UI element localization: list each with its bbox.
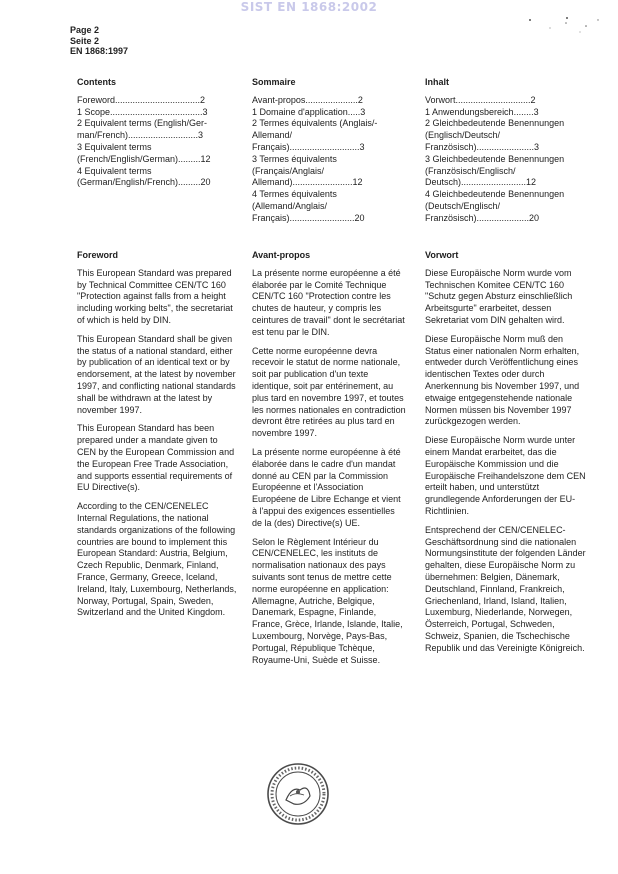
foreword-french-title: Avant-propos	[252, 250, 311, 260]
toc-line: (French/English/German).........12	[77, 153, 211, 164]
toc-line: 4 Termes équivalents	[252, 189, 337, 200]
paragraph: Diese Europäische Norm muß den Status einer nationalen Norm erhalten, entweder durch Veröffentlichung eines identischen Textes oder durch Anerkennung bis November 1997, und etwaige entgegenstehende nationale Normen müssen bis November 1997 zurückgezogen werden.	[425, 333, 580, 427]
foreword-german-title: Vorwort	[425, 250, 459, 260]
toc-line: Französisch).....................20	[425, 212, 540, 223]
toc-line: 3 Gleichbedeutende Benennungen	[425, 153, 565, 164]
toc-line: Foreword..................................2	[77, 94, 206, 105]
toc-german-title: Inhalt	[425, 77, 449, 87]
toc-german	[425, 77, 590, 225]
toc-line: Français)..........................20	[252, 212, 365, 223]
toc-line: 1 Domaine d'application.....3	[252, 106, 366, 117]
scan-specks	[520, 8, 610, 38]
toc-line: 4 Equivalent terms	[77, 165, 152, 176]
paragraph: This European Standard has been prepared under a mandate given to CEN by the European Commission and the European Free Trade Association, and supports essential requirements of EU Directive(s).	[77, 423, 235, 493]
toc-line: man/French)............................3	[77, 130, 204, 141]
toc-line: 1 Scope.....................................3	[77, 106, 208, 117]
page-number-en: Page 2	[70, 25, 100, 35]
paragraph: La présente norme européenne a été élaborée par le Comité Technique CEN/TC 160 "Protection contre les chutes de hauteur, y compris les ceintures de travail" dont le secrétariat est tenu par le DIN.	[252, 267, 405, 337]
toc-english-title: Contents	[77, 77, 116, 87]
toc-line: (Französisch/Englisch/	[425, 165, 516, 176]
toc-english	[77, 77, 237, 189]
toc-line: 4 Gleichbedeutende Benennungen	[425, 189, 565, 200]
toc-line: 2 Termes équivalents (Anglais/-	[252, 118, 378, 129]
toc-line: 3 Termes équivalents	[252, 153, 337, 164]
toc-line: 3 Equivalent terms	[77, 141, 152, 152]
toc-french	[252, 77, 407, 225]
toc-line: (Englisch/Deutsch/	[425, 130, 501, 141]
toc-line: Allemand/	[252, 130, 293, 141]
standard-number: EN 1868:1997	[70, 46, 129, 56]
paragraph: This European Standard was prepared by Technical Committee CEN/TC 160 "Protection against falls from a height including working belts", the secretariat of which is held by DIN.	[77, 267, 233, 325]
toc-line: 2 Gleichbedeutende Benennungen	[425, 118, 565, 129]
paragraph: This European Standard shall be given the status of a national standard, either by publication of an identical text or by endorsement, at the latest by november 1997, and conflicting national standards shall be withdrawn at the latest by november 1997.	[77, 333, 236, 415]
foreword-english	[77, 250, 237, 626]
paragraph: According to the CEN/CENELEC Internal Regulations, the national standards organizations of the following countries are bound to implement this European Standard: Austria, Belgium, Czech Republic, Denmark, Finland, France, Germany, Greece, Iceland, Ireland, Italy, Luxembourg, Netherlands, Norway, Portugal, Spain, Sweden, Switzerland and the United Kingdom.	[77, 501, 237, 618]
toc-line: (Deutsch/Englisch/	[425, 200, 501, 211]
foreword-french	[252, 250, 407, 673]
toc-line: Avant-propos.....................2	[252, 94, 363, 105]
foreword-english-title: Foreword	[77, 250, 119, 260]
paragraph: Diese Europäische Norm wurde vom Technischen Komitee CEN/TC 160 "Schutz gegen Absturz einschließlich Arbeitsgurte" erarbeitet, dessen Sekretariat vom DIN gehalten wird.	[425, 267, 573, 325]
watermark: SIST EN 1868:2002	[240, 0, 378, 14]
toc-french-title: Sommaire	[252, 77, 296, 87]
paragraph: Entsprechend der CEN/CENELEC-Geschäftsordnung sind die nationalen Normungsinstitute der folgenden Länder gehalten, diese Europäische Norm zu übernehmen: Belgien, Dänemark, Deutschland, Finnland, Frankreich, Griechenland, Irland, Island, Italien, Luxemburg, Niederlande, Norwegen, Österreich, Portugal, Schweden, Schweiz, Spanien, die Tschechische Republik und das Vereinigte Königreich.	[425, 524, 586, 653]
paragraph: Selon le Règlement Intérieur du CEN/CENELEC, les instituts de normalisation nationaux des pays suivants sont tenus de mettre cette norme européenne en application: Allemagne, Autriche, Belgique, Danemark, Espagne, Finlande, France, Grèce, Irlande, Islande, Italie, Luxembourg, Norvège, Pays-Bas, Portugal, République Tchèque, Royaume-Uni, Suède et Suisse.	[252, 536, 403, 665]
page-header	[70, 25, 128, 57]
toc-line: Deutsch)..........................12	[425, 177, 537, 188]
toc-line: (German/English/French).........20	[77, 177, 211, 188]
toc-line: (Français/Anglais/	[252, 165, 325, 176]
page-number-de: Seite 2	[70, 35, 100, 46]
toc-line: 2 Equivalent terms (English/Ger-	[77, 118, 208, 129]
paragraph: Cette norme européenne devra recevoir le statut de norme nationale, soit par publication d'un texte identique, soit par entérinement, au plus tard en novembre 1997, et toutes les normes nationales en contradiction devront être retirées au plus tard en novembre 1997.	[252, 345, 406, 439]
toc-line: Français)............................3	[252, 141, 365, 152]
toc-line: 1 Anwendungsbereich........3	[425, 106, 539, 117]
paragraph: La présente norme européenne à été élaborée dans le cadre d'un mandat donné au CEN par la Commission Européenne et l'Association Européene de Libre Echange et vient à l'appui des exigences essentielles de la (des) Directive(s) UE.	[252, 446, 401, 528]
foreword-german	[425, 250, 590, 662]
toc-line: Vorwort..............................2	[425, 94, 536, 105]
toc-line: Französisch).......................3	[425, 141, 540, 152]
toc-line: Allemand)........................12	[252, 177, 363, 188]
toc-line: (Allemand/Anglais/	[252, 200, 328, 211]
institute-seal-stamp	[266, 762, 330, 826]
paragraph: Diese Europäische Norm wurde unter einem Mandat erarbeitet, das die Europäische Kommission und die Europäische Freihandelszone dem CEN erteilt haben, und unterstützt grundlegende Anforderungen der EU-Richtlinien.	[425, 435, 586, 516]
